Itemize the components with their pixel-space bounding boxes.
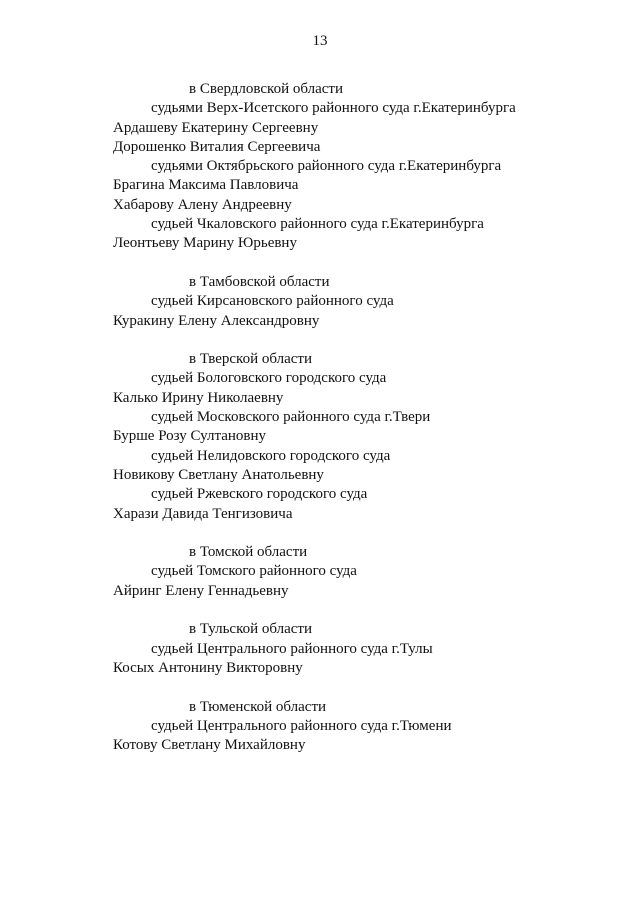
region-heading: в Тверской области (189, 351, 313, 368)
judge-name: Куракину Елену Александровну (113, 312, 320, 329)
region-heading: в Тюменской области (189, 698, 327, 715)
court-line: судьей Центрального районного суда г.Тулы (151, 640, 433, 657)
section-spacer (0, 331, 640, 350)
judge-name: Калько Ирину Николаевну (113, 389, 284, 406)
section-spacer (0, 678, 640, 697)
region-section (0, 620, 640, 678)
judge-name: Бурше Розу Султановну (113, 428, 267, 445)
region-section (0, 350, 640, 524)
region-section (0, 273, 640, 331)
judge-name: Новикову Светлану Анатольевну (113, 466, 324, 483)
region-heading: в Свердловской области (189, 81, 344, 97)
court-line: судьей Кирсановского районного суда (151, 293, 394, 310)
section-spacer (0, 601, 640, 620)
section-spacer (0, 254, 640, 273)
page-number: 13 (312, 33, 328, 49)
judge-name: Брагина Максима Павловича (113, 177, 299, 194)
court-line: судьей Чкаловского районного суда г.Екатеринбурга (151, 216, 484, 233)
judge-name: Котову Светлану Михайловну (113, 737, 306, 754)
court-line: судьей Бологовского городского суда (151, 370, 387, 387)
court-line: судьей Ржевского городского суда (151, 486, 368, 503)
judge-name: Хабарову Алену Андреевну (113, 196, 292, 213)
judge-name: Леонтьеву Марину Юрьевну (113, 235, 297, 252)
judge-name: Харази Давида Тенгизовича (113, 505, 293, 522)
court-line: судьей Нелидовского городского суда (151, 447, 391, 464)
judge-name: Дорошенко Виталия Сергеевича (113, 138, 321, 155)
region-section (0, 543, 640, 601)
region-heading: в Томской области (189, 544, 308, 561)
court-line: судьей Томского районного суда (151, 563, 357, 580)
court-line: судьями Верх-Исетского районного суда г.Екатеринбурга (151, 100, 516, 117)
court-line: судьей Центрального районного суда г.Тюмени (151, 717, 452, 734)
region-heading: в Тульской области (189, 621, 313, 638)
section-spacer (0, 524, 640, 543)
region-heading: в Тамбовской области (189, 273, 330, 290)
region-section (0, 698, 640, 756)
court-line: судьей Московского районного суда г.Твери (151, 409, 431, 426)
court-line: судьями Октябрьского районного суда г.Екатеринбурга (151, 158, 502, 175)
judge-name: Ардашеву Екатерину Сергеевну (113, 119, 319, 136)
region-section (0, 80, 640, 254)
judge-name: Косых Антонину Викторовну (113, 659, 303, 676)
appointments-list (0, 80, 640, 755)
judge-name: Айринг Елену Геннадьевну (113, 582, 289, 599)
